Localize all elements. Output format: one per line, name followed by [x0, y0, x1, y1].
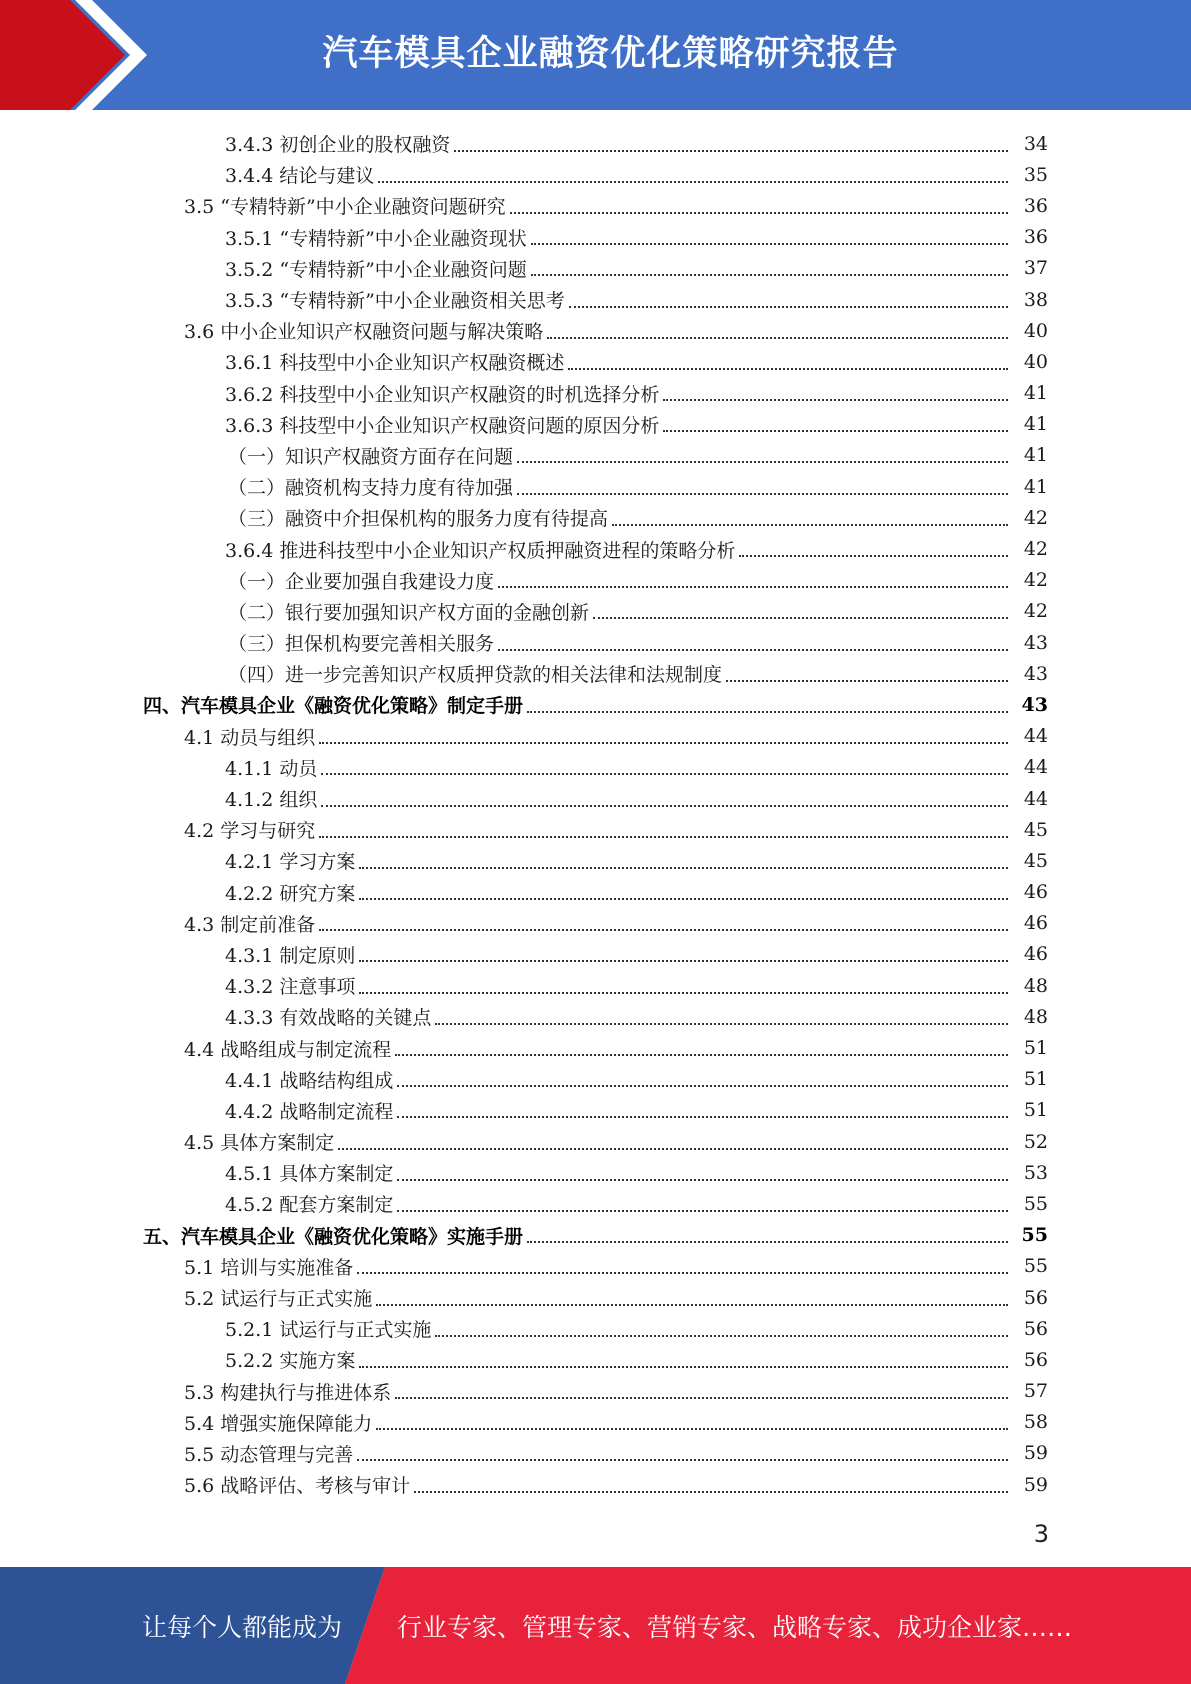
toc-entry-title: 5.6 战略评估、考核与审计	[184, 1475, 411, 1498]
toc-entry-title: 3.5.3 “专精特新”中小企业融资相关思考	[225, 290, 565, 313]
dot-leader	[531, 274, 1008, 276]
toc-entry[interactable]	[0, 253, 1191, 284]
toc-entry-page: 55	[1023, 1255, 1048, 1278]
toc-entry[interactable]	[0, 721, 1191, 752]
toc-entry-title: 4.2.2 研究方案	[225, 882, 356, 905]
toc-entry-title: 4.2 学习与研究	[184, 820, 316, 843]
dot-leader	[395, 1054, 1008, 1056]
toc-entry[interactable]	[0, 378, 1191, 409]
toc-entry-title: 3.5.2 “专精特新”中小企业融资问题	[225, 258, 527, 281]
toc-entry[interactable]	[0, 1438, 1191, 1469]
toc-entry-title: 4.3.1 制定原则	[225, 944, 356, 967]
toc-entry-page: 58	[1023, 1411, 1048, 1434]
dot-leader	[435, 1023, 1008, 1025]
dot-leader	[319, 836, 1008, 838]
report-title: 汽车模具企业融资优化策略研究报告	[322, 34, 899, 74]
toc-entry[interactable]	[0, 128, 1191, 159]
toc-entry-title: 4.1.1 动员	[225, 757, 318, 780]
toc-entry-page: 52	[1023, 1130, 1048, 1153]
toc-entry-title: 4.5.2 配套方案制定	[225, 1194, 394, 1217]
dot-leader	[357, 1272, 1008, 1274]
dot-leader	[510, 212, 1008, 214]
toc-entry-page: 51	[1023, 1099, 1048, 1122]
toc-entry-title: 3.6 中小企业知识产权融资问题与解决策略	[184, 321, 544, 344]
toc-entry-title: 五、汽车模具企业《融资优化策略》实施手册	[143, 1225, 524, 1248]
toc-entry-page: 41	[1023, 382, 1048, 405]
toc-entry-page: 56	[1023, 1348, 1048, 1371]
toc-entry[interactable]	[0, 284, 1191, 315]
toc-entry-title: 3.4.3 初创企业的股权融资	[225, 134, 451, 157]
toc-entry[interactable]	[0, 658, 1191, 689]
toc-entry[interactable]	[0, 1376, 1191, 1407]
toc-entry-title: 5.3 构建执行与推进体系	[184, 1381, 392, 1404]
toc-entry[interactable]	[0, 1064, 1191, 1095]
toc-entry-page: 55	[1023, 1192, 1048, 1215]
dot-leader	[376, 1428, 1008, 1430]
toc-entry-page: 51	[1023, 1037, 1048, 1060]
dot-leader	[531, 243, 1008, 245]
toc-entry-page: 41	[1023, 475, 1048, 498]
toc-entry-title: （二）融资机构支持力度有待加强	[228, 477, 514, 500]
toc-entry-title: 5.2.1 试运行与正式实施	[225, 1319, 432, 1342]
toc-entry[interactable]	[0, 939, 1191, 970]
toc-entry-title: 四、汽车模具企业《融资优化策略》制定手册	[143, 695, 524, 718]
toc-entry-page: 59	[1023, 1473, 1048, 1496]
toc-chapter-entry[interactable]	[0, 689, 1191, 720]
dot-leader	[498, 649, 1008, 651]
toc-entry-page: 51	[1023, 1068, 1048, 1091]
toc-entry-page: 36	[1023, 194, 1048, 217]
toc-entry-page: 46	[1023, 912, 1048, 935]
toc-entry[interactable]	[0, 1344, 1191, 1375]
toc-entry-title: （二）银行要加强知识产权方面的金融创新	[228, 601, 590, 624]
toc-entry-page: 44	[1023, 787, 1048, 810]
dot-leader	[663, 430, 1008, 432]
toc-entry-page: 43	[1023, 662, 1048, 685]
toc-entry-title: 4.4 战略组成与制定流程	[184, 1038, 392, 1061]
dot-leader	[498, 586, 1008, 588]
footer-banner	[0, 1567, 1191, 1684]
page-number: 3	[1033, 1520, 1049, 1548]
toc-entry[interactable]	[0, 190, 1191, 221]
dot-leader	[612, 524, 1008, 526]
toc-entry-title: 3.4.4 结论与建议	[225, 165, 375, 188]
dot-leader	[397, 1085, 1008, 1087]
toc-entry[interactable]	[0, 1251, 1191, 1282]
toc-entry-page: 56	[1023, 1286, 1048, 1309]
dot-leader	[359, 960, 1008, 962]
toc-entry[interactable]	[0, 315, 1191, 346]
toc-entry[interactable]	[0, 471, 1191, 502]
toc-entry-title: 3.6.4 推进科技型中小企业知识产权质押融资进程的策略分析	[225, 539, 736, 562]
toc-entry-title: 5.1 培训与实施准备	[184, 1256, 354, 1279]
toc-entry-title: 4.1 动员与组织	[184, 726, 316, 749]
toc-entry-page: 46	[1023, 881, 1048, 904]
toc-entry-title: 5.2 试运行与正式实施	[184, 1288, 373, 1311]
toc-entry-title: 4.4.1 战略结构组成	[225, 1069, 394, 1092]
toc-entry-page: 46	[1023, 943, 1048, 966]
toc-entry-title: （一）知识产权融资方面存在问题	[228, 445, 514, 468]
toc-entry-title: 3.6.1 科技型中小企业知识产权融资概述	[225, 352, 565, 375]
toc-entry[interactable]	[0, 346, 1191, 377]
dot-leader	[357, 1459, 1008, 1461]
toc-entry-title: （四）进一步完善知识产权质押贷款的相关法律和法规制度	[228, 664, 723, 687]
toc-entry-page: 38	[1023, 288, 1048, 311]
toc-entry[interactable]	[0, 1032, 1191, 1063]
toc-entry[interactable]	[0, 1126, 1191, 1157]
toc-entry[interactable]	[0, 970, 1191, 1001]
toc-entry-page: 41	[1023, 413, 1048, 436]
toc-entry-title: 4.4.2 战略制定流程	[225, 1100, 394, 1123]
toc-entry-page: 42	[1023, 538, 1048, 561]
toc-entry[interactable]	[0, 1157, 1191, 1188]
dot-leader	[359, 1366, 1008, 1368]
dot-leader	[414, 1491, 1008, 1493]
toc-entry-page: 37	[1023, 257, 1048, 280]
toc-entry-title: （三）担保机构要完善相关服务	[228, 633, 495, 656]
toc-entry-page: 40	[1023, 350, 1048, 373]
footer-slogan-right: 行业专家、管理专家、营销专家、战略专家、成功企业家……	[397, 1613, 1073, 1642]
toc-entry-page: 41	[1023, 444, 1048, 467]
toc-entry-page: 43	[1023, 631, 1048, 654]
toc-entry-page: 34	[1023, 132, 1048, 155]
toc-entry[interactable]	[0, 877, 1191, 908]
toc-entry-title: 4.5 具体方案制定	[184, 1132, 335, 1155]
dot-leader	[397, 1179, 1008, 1181]
toc-entry-title: 4.3 制定前准备	[184, 913, 316, 936]
toc-entry[interactable]	[0, 596, 1191, 627]
toc-entry-page: 36	[1023, 226, 1048, 249]
toc-entry-title: 4.2.1 学习方案	[225, 851, 356, 874]
toc-entry-title: 3.5 “专精特新”中小企业融资问题研究	[184, 196, 506, 219]
dot-leader	[359, 898, 1008, 900]
toc-entry-page: 45	[1023, 849, 1048, 872]
toc-entry-page: 48	[1023, 1005, 1048, 1028]
toc-entry-title: 4.1.2 组织	[225, 789, 318, 812]
toc-entry-page: 59	[1023, 1442, 1048, 1465]
dot-leader	[517, 461, 1008, 463]
toc-entry[interactable]	[0, 565, 1191, 596]
toc-entry-title: （一）企业要加强自我建设力度	[228, 570, 495, 593]
dot-leader	[397, 1210, 1008, 1212]
toc-entry[interactable]	[0, 440, 1191, 471]
dot-leader	[527, 711, 1008, 713]
toc-entry-title: 3.5.1 “专精特新”中小企业融资现状	[225, 227, 527, 250]
toc-entry-title: 4.3.2 注意事项	[225, 976, 356, 999]
toc-entry-page: 42	[1023, 600, 1048, 623]
dot-leader	[739, 555, 1008, 557]
toc-entry-title: 3.6.2 科技型中小企业知识产权融资的时机选择分析	[225, 383, 660, 406]
toc-entry[interactable]	[0, 1282, 1191, 1313]
toc-entry-title: 5.4 增强实施保障能力	[184, 1412, 373, 1435]
toc-entry[interactable]	[0, 1313, 1191, 1344]
toc-entry-title: 5.2.2 实施方案	[225, 1350, 356, 1373]
dot-leader	[319, 742, 1008, 744]
toc-entry-title: 3.6.3 科技型中小企业知识产权融资问题的原因分析	[225, 414, 660, 437]
toc-entry-page: 55	[1021, 1224, 1048, 1247]
toc-entry-page: 56	[1023, 1317, 1048, 1340]
toc-entry-page: 53	[1023, 1161, 1048, 1184]
dot-leader	[376, 1304, 1008, 1306]
dot-leader	[527, 1241, 1008, 1243]
toc-entry-title: （三）融资中介担保机构的服务力度有待提高	[228, 508, 609, 531]
dot-leader	[568, 368, 1008, 370]
dot-leader	[726, 680, 1008, 682]
toc-entry[interactable]	[0, 845, 1191, 876]
toc-entry-page: 42	[1023, 506, 1048, 529]
toc-entry[interactable]	[0, 502, 1191, 533]
dot-leader	[321, 773, 1008, 775]
dot-leader	[359, 867, 1008, 869]
toc-entry-page: 43	[1021, 693, 1048, 716]
table-of-contents	[0, 128, 1191, 1500]
footer-slogan-left: 让每个人都能成为	[142, 1613, 343, 1642]
dot-leader	[395, 1397, 1008, 1399]
toc-entry-title: 5.5 动态管理与完善	[184, 1443, 354, 1466]
toc-entry[interactable]	[0, 222, 1191, 253]
dot-leader	[435, 1335, 1008, 1337]
toc-entry[interactable]	[0, 814, 1191, 845]
toc-entry-title: 4.5.1 具体方案制定	[225, 1163, 394, 1186]
toc-entry-page: 48	[1023, 974, 1048, 997]
toc-entry[interactable]	[0, 409, 1191, 440]
dot-leader	[378, 181, 1008, 183]
toc-entry-page: 45	[1023, 818, 1048, 841]
toc-entry-page: 44	[1023, 725, 1048, 748]
dot-leader	[338, 1148, 1008, 1150]
toc-entry[interactable]	[0, 783, 1191, 814]
dot-leader	[593, 617, 1008, 619]
dot-leader	[321, 805, 1008, 807]
dot-leader	[569, 306, 1008, 308]
toc-entry-page: 42	[1023, 569, 1048, 592]
toc-entry[interactable]	[0, 627, 1191, 658]
dot-leader	[454, 150, 1008, 152]
dot-leader	[397, 1116, 1008, 1118]
toc-entry[interactable]	[0, 1188, 1191, 1219]
toc-entry-page: 35	[1023, 163, 1048, 186]
toc-entry[interactable]	[0, 752, 1191, 783]
toc-chapter-entry[interactable]	[0, 1220, 1191, 1251]
toc-entry[interactable]	[0, 159, 1191, 190]
dot-leader	[663, 399, 1008, 401]
header-banner	[0, 0, 1191, 110]
toc-entry[interactable]	[0, 1095, 1191, 1126]
toc-entry-page: 40	[1023, 319, 1048, 342]
dot-leader	[547, 337, 1008, 339]
toc-entry-title: 4.3.3 有效战略的关键点	[225, 1007, 432, 1030]
toc-entry-page: 57	[1023, 1380, 1048, 1403]
toc-entry[interactable]	[0, 1407, 1191, 1438]
dot-leader	[517, 493, 1008, 495]
dot-leader	[359, 992, 1008, 994]
toc-entry[interactable]	[0, 908, 1191, 939]
toc-entry[interactable]	[0, 1001, 1191, 1032]
dot-leader	[319, 929, 1008, 931]
toc-entry[interactable]	[0, 1469, 1191, 1500]
toc-entry-page: 44	[1023, 756, 1048, 779]
toc-entry[interactable]	[0, 533, 1191, 564]
